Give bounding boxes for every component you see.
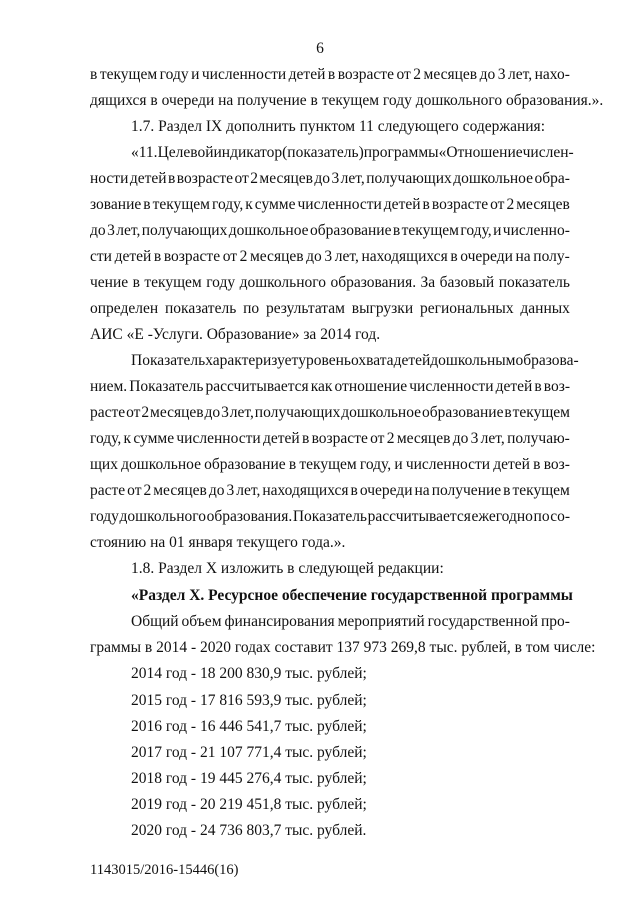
document-footer-id: 1143015/2016-15446(16) bbox=[90, 862, 239, 878]
page-number: 6 bbox=[316, 40, 324, 57]
text-line: сти детей в возрасте от 2 месяцев до 3 лет, находящихся в очереди на полу- bbox=[90, 248, 570, 265]
text-line: 2020 год - 24 736 803,7 тыс. рублей. bbox=[131, 822, 367, 839]
text-line: нием. Показатель рассчитывается как отношение численности детей в воз- bbox=[90, 378, 570, 395]
text-line: до 3 лет, получающих дошкольное образование в текущем году, и численно- bbox=[90, 222, 570, 239]
text-line: 1.8. Раздел X изложить в следующей редакции: bbox=[131, 560, 444, 577]
text-line: АИС «Е -Услуги. Образование» за 2014 год. bbox=[90, 326, 381, 343]
text-line: определен показатель по результатам выгрузки региональных данных bbox=[90, 300, 570, 317]
text-line: чение в текущем году дошкольного образования. За базовый показатель bbox=[90, 274, 570, 291]
text-line: дящихся в очереди на получение в текущем году дошкольного образования.». bbox=[90, 92, 604, 109]
text-line: году дошкольного образования. Показатель рассчитывается ежегодно по со- bbox=[90, 508, 570, 525]
text-line: 2018 год - 19 445 276,4 тыс. рублей; bbox=[131, 770, 367, 787]
text-line: году, к сумме численности детей в возрасте от 2 месяцев до 3 лет, получаю- bbox=[90, 430, 570, 447]
text-line: «11. Целевой индикатор (показатель) программы «Отношение числен- bbox=[131, 144, 574, 161]
text-line: в текущем году и численности детей в возрасте от 2 месяцев до 3 лет, нахо- bbox=[90, 66, 570, 83]
text-line: расте от 2 месяцев до 3 лет, получающих дошкольное образование в текущем bbox=[90, 404, 570, 421]
text-line: 2019 год - 20 219 451,8 тыс. рублей; bbox=[131, 796, 367, 813]
text-line: стоянию на 01 января текущего года.». bbox=[90, 534, 346, 551]
text-line: Показатель характеризует уровень охвата детей дошкольным образова- bbox=[131, 352, 579, 369]
text-line: Общий объем финансирования мероприятий государственной про- bbox=[131, 613, 570, 630]
text-line: ности детей в возрасте от 2 месяцев до 3 лет, получающих дошкольное обра- bbox=[90, 170, 570, 187]
text-line: 1.7. Раздел IX дополнить пунктом 11 следующего содержания: bbox=[131, 118, 545, 135]
text-line: расте от 2 месяцев до 3 лет, находящихся в очереди на получение в текущем bbox=[90, 482, 570, 499]
text-line: 2014 год - 18 200 830,9 тыс. рублей; bbox=[131, 665, 367, 682]
text-line: граммы в 2014 - 2020 годах составит 137 973 269,8 тыс. рублей, в том числе: bbox=[90, 639, 596, 656]
text-line: щих дошкольное образование в текущем году, и численности детей в воз- bbox=[90, 456, 570, 473]
text-line: 2015 год - 17 816 593,9 тыс. рублей; bbox=[131, 692, 367, 709]
text-line: «Раздел X. Ресурсное обеспечение государственной программы bbox=[131, 587, 573, 604]
text-line: 2016 год - 16 446 541,7 тыс. рублей; bbox=[131, 718, 367, 735]
text-line: 2017 год - 21 107 771,4 тыс. рублей; bbox=[131, 744, 367, 761]
text-line: зование в текущем году, к сумме численности детей в возрасте от 2 месяцев bbox=[90, 196, 570, 213]
